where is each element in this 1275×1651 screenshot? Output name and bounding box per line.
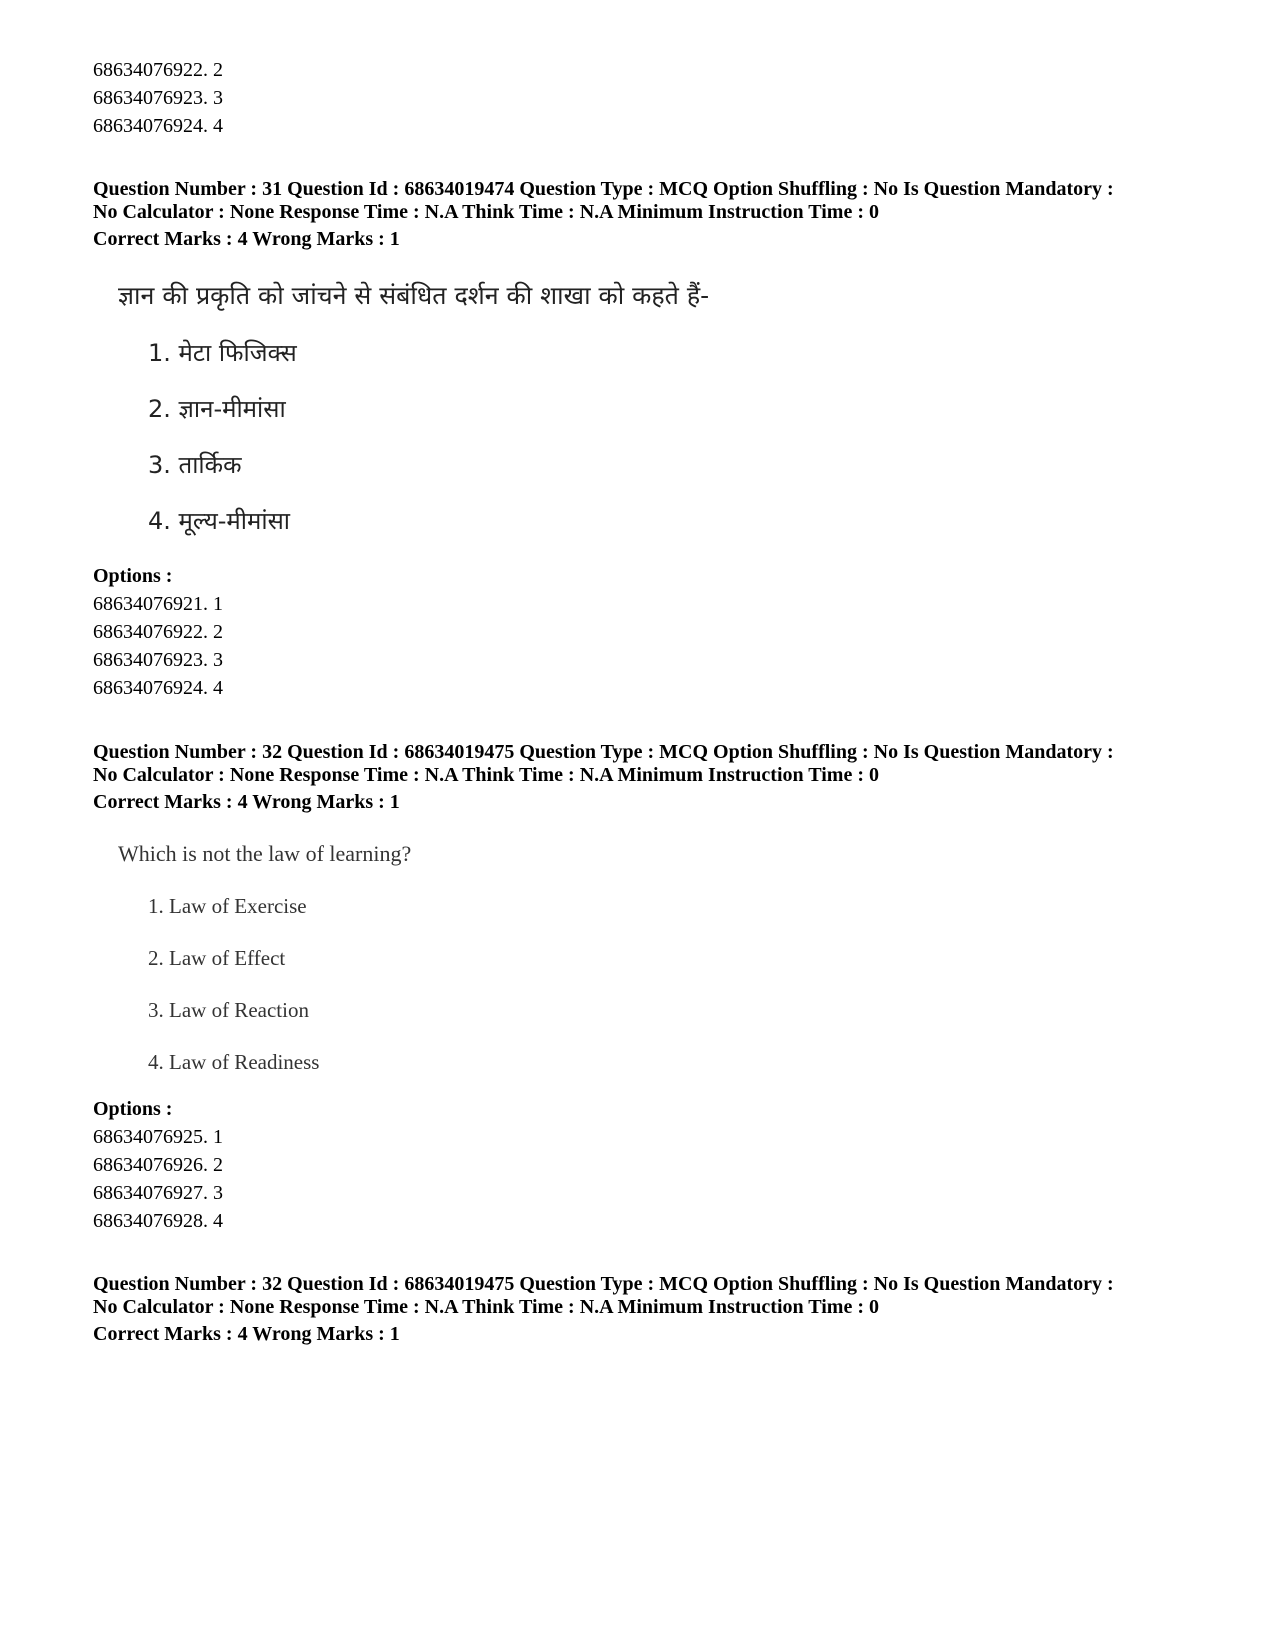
question-choice: 2. ज्ञान-मीमांसा xyxy=(148,395,286,423)
question-choice: 1. Law of Exercise xyxy=(148,894,307,918)
option-line: 68634076927. 3 xyxy=(93,1182,223,1204)
question-text: ज्ञान की प्रकृति को जांचने से संबंधित दर्शन की शाखा को कहते हैं- xyxy=(118,281,710,310)
question-header-line2: No Calculator : None Response Time : N.A Think Time : N.A Minimum Instruction Time : 0 xyxy=(93,764,879,786)
option-line: 68634076922. 2 xyxy=(93,621,223,643)
option-line: 68634076921. 1 xyxy=(93,593,223,615)
question-marks: Correct Marks : 4 Wrong Marks : 1 xyxy=(93,791,400,813)
option-line: 68634076922. 2 xyxy=(93,59,223,81)
question-header-line1: Question Number : 32 Question Id : 68634019475 Question Type : MCQ Option Shuffling : No Is Question Mandatory : xyxy=(93,741,1114,763)
option-line: 68634076928. 4 xyxy=(93,1210,223,1232)
question-marks: Correct Marks : 4 Wrong Marks : 1 xyxy=(93,1323,400,1345)
question-choice: 3. तार्किक xyxy=(148,451,242,479)
options-label: Options : xyxy=(93,565,173,587)
question-choice: 3. Law of Reaction xyxy=(148,998,309,1022)
option-line: 68634076924. 4 xyxy=(93,677,223,699)
options-label: Options : xyxy=(93,1098,173,1120)
question-choice: 4. Law of Readiness xyxy=(148,1050,320,1074)
question-header-line1: Question Number : 31 Question Id : 68634019474 Question Type : MCQ Option Shuffling : No Is Question Mandatory : xyxy=(93,178,1114,200)
question-choice: 4. मूल्य-मीमांसा xyxy=(148,507,291,535)
question-choice: 2. Law of Effect xyxy=(148,946,286,970)
question-header-line2: No Calculator : None Response Time : N.A Think Time : N.A Minimum Instruction Time : 0 xyxy=(93,1296,879,1318)
option-line: 68634076923. 3 xyxy=(93,649,223,671)
question-text: Which is not the law of learning? xyxy=(118,841,412,866)
option-line: 68634076924. 4 xyxy=(93,115,223,137)
option-line: 68634076926. 2 xyxy=(93,1154,223,1176)
option-line: 68634076923. 3 xyxy=(93,87,223,109)
question-choice: 1. मेटा फिजिक्स xyxy=(148,339,297,367)
question-header-line1: Question Number : 32 Question Id : 68634019475 Question Type : MCQ Option Shuffling : No Is Question Mandatory : xyxy=(93,1273,1114,1295)
option-line: 68634076925. 1 xyxy=(93,1126,223,1148)
question-marks: Correct Marks : 4 Wrong Marks : 1 xyxy=(93,228,400,250)
question-header-line2: No Calculator : None Response Time : N.A Think Time : N.A Minimum Instruction Time : 0 xyxy=(93,201,879,223)
